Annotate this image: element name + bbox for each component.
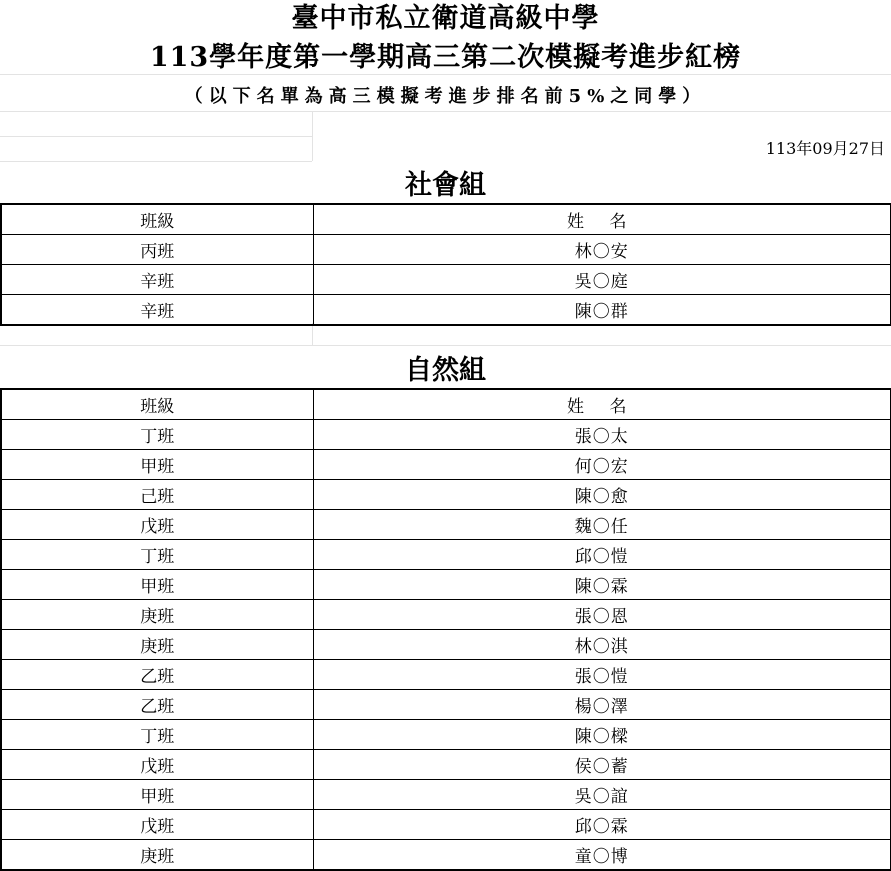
student-name-cell: 何〇宏 <box>313 450 891 480</box>
table-row <box>1 450 891 480</box>
table-row <box>1 235 891 265</box>
group-title-social: 社會組 <box>405 170 486 201</box>
grid-line <box>0 345 891 346</box>
list-title: 113學年度第一學期高三第二次模擬考進步紅榜 <box>149 42 742 73</box>
social-group-body <box>1 204 891 325</box>
student-name-cell: 張〇太 <box>313 420 891 450</box>
table-row <box>1 600 891 630</box>
table-row <box>1 810 891 840</box>
student-name-cell: 陳〇樑 <box>313 720 891 750</box>
class-cell: 己班 <box>1 480 313 510</box>
table-row <box>1 750 891 780</box>
student-name-cell: 林〇淇 <box>313 630 891 660</box>
social-group-table <box>0 203 891 326</box>
student-name-cell: 魏〇任 <box>313 510 891 540</box>
table-row <box>1 295 891 326</box>
class-cell: 乙班 <box>1 690 313 720</box>
class-cell: 庚班 <box>1 600 313 630</box>
table-row <box>1 540 891 570</box>
student-name-cell: 陳〇愈 <box>313 480 891 510</box>
table-row <box>1 510 891 540</box>
table-row <box>1 840 891 871</box>
student-name-cell: 邱〇愷 <box>313 540 891 570</box>
class-cell: 乙班 <box>1 660 313 690</box>
subtitle-note: （以下名單為高三模擬考進步排名前5%之同學） <box>184 86 707 107</box>
table-row <box>1 690 891 720</box>
table-header-row <box>1 204 891 235</box>
school-title: 臺中市私立衛道高級中學 <box>291 3 600 34</box>
student-name-cell: 林〇安 <box>313 235 891 265</box>
class-cell: 丁班 <box>1 420 313 450</box>
student-name-cell: 張〇愷 <box>313 660 891 690</box>
class-cell: 辛班 <box>1 295 313 326</box>
grid-line <box>0 74 891 75</box>
class-column-header: 班級 <box>1 204 313 235</box>
grid-line <box>0 161 312 162</box>
table-row <box>1 780 891 810</box>
table-row <box>1 480 891 510</box>
class-cell: 庚班 <box>1 840 313 871</box>
student-name-cell: 吳〇庭 <box>313 265 891 295</box>
student-name-cell: 童〇博 <box>313 840 891 871</box>
student-name-cell: 陳〇群 <box>313 295 891 326</box>
class-cell: 辛班 <box>1 265 313 295</box>
grid-line <box>0 136 312 137</box>
table-row <box>1 720 891 750</box>
group-title-science: 自然組 <box>405 355 486 386</box>
table-row <box>1 660 891 690</box>
science-group-table <box>0 388 891 871</box>
student-name-cell: 陳〇霖 <box>313 570 891 600</box>
class-cell: 庚班 <box>1 630 313 660</box>
class-cell: 甲班 <box>1 450 313 480</box>
publish-date: 113年09月27日 <box>765 139 885 158</box>
class-cell: 丁班 <box>1 720 313 750</box>
class-cell: 戊班 <box>1 810 313 840</box>
table-row <box>1 630 891 660</box>
class-cell: 甲班 <box>1 780 313 810</box>
name-column-header: 姓 名 <box>313 389 891 420</box>
name-column-header: 姓 名 <box>313 204 891 235</box>
grid-line <box>312 111 313 161</box>
class-column-header: 班級 <box>1 389 313 420</box>
table-row <box>1 420 891 450</box>
grid-line <box>312 323 313 345</box>
student-name-cell: 侯〇蓄 <box>313 750 891 780</box>
science-group-body <box>1 389 891 870</box>
student-name-cell: 吳〇誼 <box>313 780 891 810</box>
table-header-row <box>1 389 891 420</box>
class-cell: 甲班 <box>1 570 313 600</box>
student-name-cell: 楊〇澤 <box>313 690 891 720</box>
student-name-cell: 邱〇霖 <box>313 810 891 840</box>
class-cell: 丁班 <box>1 540 313 570</box>
table-row <box>1 265 891 295</box>
class-cell: 丙班 <box>1 235 313 265</box>
table-row <box>1 570 891 600</box>
class-cell: 戊班 <box>1 750 313 780</box>
grid-line <box>0 111 891 112</box>
student-name-cell: 張〇恩 <box>313 600 891 630</box>
class-cell: 戊班 <box>1 510 313 540</box>
